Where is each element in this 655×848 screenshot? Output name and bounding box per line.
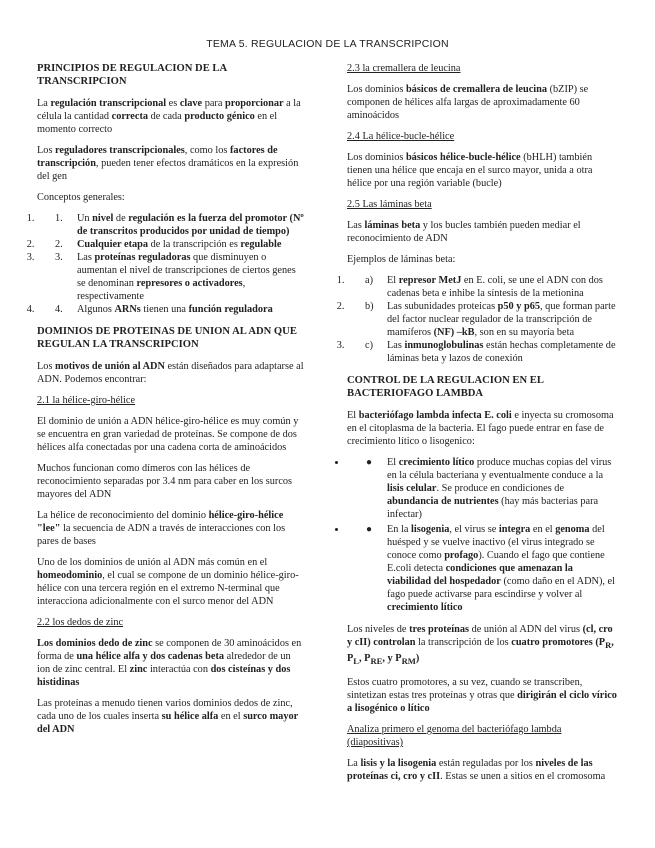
list-item: 2. 2. Cualquier etapa de la transcripción es regulable: [37, 238, 305, 251]
paragraph-zinc-2: Las proteínas a menudo tienen varios dominios dedos de zinc, cada uno de los cuales inserta su hélice alfa en el surco mayor del ADN: [37, 698, 299, 735]
list-item: 1. 1. Un nivel de regulación es la fuerza del promotor (Nº de transcritos producidos por unidad de tiempo): [37, 212, 305, 238]
paragraph-ejemplos: Ejemplos de láminas beta:: [347, 254, 456, 265]
promoters-list: ($P_R$, $P_L$, $P_{RE}$, y $P_{RM}$): [347, 637, 614, 667]
subheading-helice-giro-helice: 2.1 la hélice-giro-hélice: [37, 395, 136, 406]
heading-control-lambda: CONTROL DE LA REGULACION EN EL BACTERIOFAGO LAMBDA: [347, 375, 544, 399]
heading-dominios: DOMINIOS DE PROTEINAS DE UNION AL ADN QUE REGULAN LA TRANSCRIPCION: [37, 326, 297, 350]
list-item: 2. b) Las subunidades proteicas p50 y p65, que forman parte del factor nuclear regulador de la transcripción de mamíferos (NF) –kB, son en su mayoría beta: [347, 300, 617, 339]
paragraph-conceptos: Conceptos generales:: [37, 192, 125, 203]
ciclo-bullets: [347, 456, 617, 614]
paragraph-hgh-3: La hélice de reconocimiento del dominio hélice-giro-hélice "lee" la secuencia de ADN a través de interacciones con los pares de bases: [37, 510, 286, 547]
paragraph-lambda: El bacteriófago lambda infecta E. coli e inyecta su cromosoma en el citoplasma de la bacteria. El fago puede entrar en fase de crecimiento lítico o lisogenico:: [347, 410, 614, 447]
heading-principios: PRINCIPIOS DE REGULACION DE LA TRANSCRIPCION: [37, 63, 227, 87]
ejemplos-list: [347, 274, 617, 365]
paragraph-reguladores: Los reguladores transcripcionales, como los factores de transcripción, pueden tener efectos dramáticos en la expresión del gen: [37, 145, 299, 182]
paragraph-homeodominio: Uno de los dominios de unión al ADN más común en el homeodominio, el cual se compone de un dominio hélice-giro-hélice con una tercera región en el extremo N-terminal que interacciona adicionalmente con el surco menor del ADN: [37, 557, 299, 607]
bullet-icon: • ●: [366, 457, 373, 468]
page-title: TEMA 5. REGULACION DE LA TRANSCRIPCION: [206, 38, 449, 50]
paragraph-hgh-2: Muchos funcionan como dímeros con las hélices de reconocimiento separadas por 3.4 nm para caber en los surcos mayores del ADN: [37, 463, 293, 500]
subheading-cremallera-leucina: 2.3 la cremallera de leucina: [347, 63, 461, 74]
paragraph-zinc-1: Los dominios dedo de zinc se componen de 30 aminoácidos en forma de una hélice alfa y dos cadenas beta alrededor de un ion de zinc central. El zinc interactúa con dos cisteínas y dos histidinas: [37, 638, 302, 688]
paragraph-bhlh: Los dominios básicos hélice-bucle-hélice (bHLH) también tienen una hélice que encaja en el surco mayor, unida a otra hélice por una región variable (bucle): [347, 152, 593, 189]
niveles-text: Los niveles de tres proteínas de unión al ADN del virus (cl, cro y cII) controlan la transcripción de los cuatro promotores: [347, 624, 613, 648]
list-item: 4. 4. Algunos ARNs tienen una función reguladora: [37, 303, 305, 316]
paragraph-niveles: [347, 623, 617, 668]
paragraph-lisis: La lisis y la lisogenia están reguladas por los niveles de las proteínas ci, cro y cII. Estas se unen a sitios en el cromosoma: [347, 758, 606, 783]
paragraph-hgh-1: El dominio de unión a ADN hélice-giro-hélice es muy común y se encuentra en gran variedad de proteínas. Se compone de dos hélices alfa conectadas por una cadena corta de aminoácidos: [37, 416, 299, 453]
bullet-item: • ● El crecimiento lítico produce muchas copias del virus en la célula bacteriana y eventualmente conduce a la lisis celular. Se produce en condiciones de abundancia de nutrientes (hay más bacterias para infectar): [347, 456, 617, 521]
paragraph-bzip: Los dominios básicos de cremallera de leucina (bZIP) se componen de hélices alfa largas de aproximadamente 60 aminoácidos: [347, 84, 589, 121]
list-item: 3. c) Las inmunoglobulinas están hechas completamente de láminas beta y lazos de conexión: [347, 339, 617, 365]
subheading-analiza: Analiza primero el genoma del bacteriófago lambda (diapositivas): [347, 724, 562, 749]
paragraph-motivos: Los motivos de unión al ADN están diseñados para adaptarse al ADN. Podemos encontrar:: [37, 361, 304, 385]
paragraph-promotores: Estos cuatro promotores, a su vez, cuando se transcriben, sintetizan estas tres proteínas y otras que dirigirán el ciclo vírico a lisogénico o lítico: [347, 677, 617, 715]
paragraph-laminas: Las láminas beta y los bucles también pueden mediar el reconocimiento de ADN: [347, 220, 581, 244]
bullet-item: • ● En la lisogenia, el virus se integra en el genoma del huésped y se vuelve inactivo (el virus integrado se conoce como profago). Cuando el fago que contiene E.coli detecta condiciones que amenazan la viabilidad del hospedador (como daño en el ADN), el fago puede activarse para escindirse y volver al crecimiento lítico: [347, 523, 617, 614]
conceptos-list: [37, 212, 305, 316]
subheading-laminas-beta: 2.5 Las láminas beta: [347, 199, 432, 210]
right-column: [347, 62, 617, 791]
subheading-helice-bucle-helice: 2.4 La hélice-bucle-hélice: [347, 131, 455, 142]
list-item: 1. a) El represor MetJ en E. coli, se une el ADN con dos cadenas beta e inhibe la síntesis de la metionina: [347, 274, 617, 300]
bullet-icon: • ●: [366, 524, 373, 535]
paragraph-regulacion: La regulación transcripcional es clave para proporcionar a la célula la cantidad correcta de cada producto génico en el momento correcto: [37, 98, 301, 135]
subheading-dedos-zinc: 2.2 los dedos de zinc: [37, 617, 124, 628]
list-item: 3. 3. Las proteínas reguladoras que disminuyen o aumentan el nivel de transcripciones de ciertos genes se denominan represores o activadores, respectivamente: [37, 251, 305, 303]
left-column: [37, 62, 305, 744]
